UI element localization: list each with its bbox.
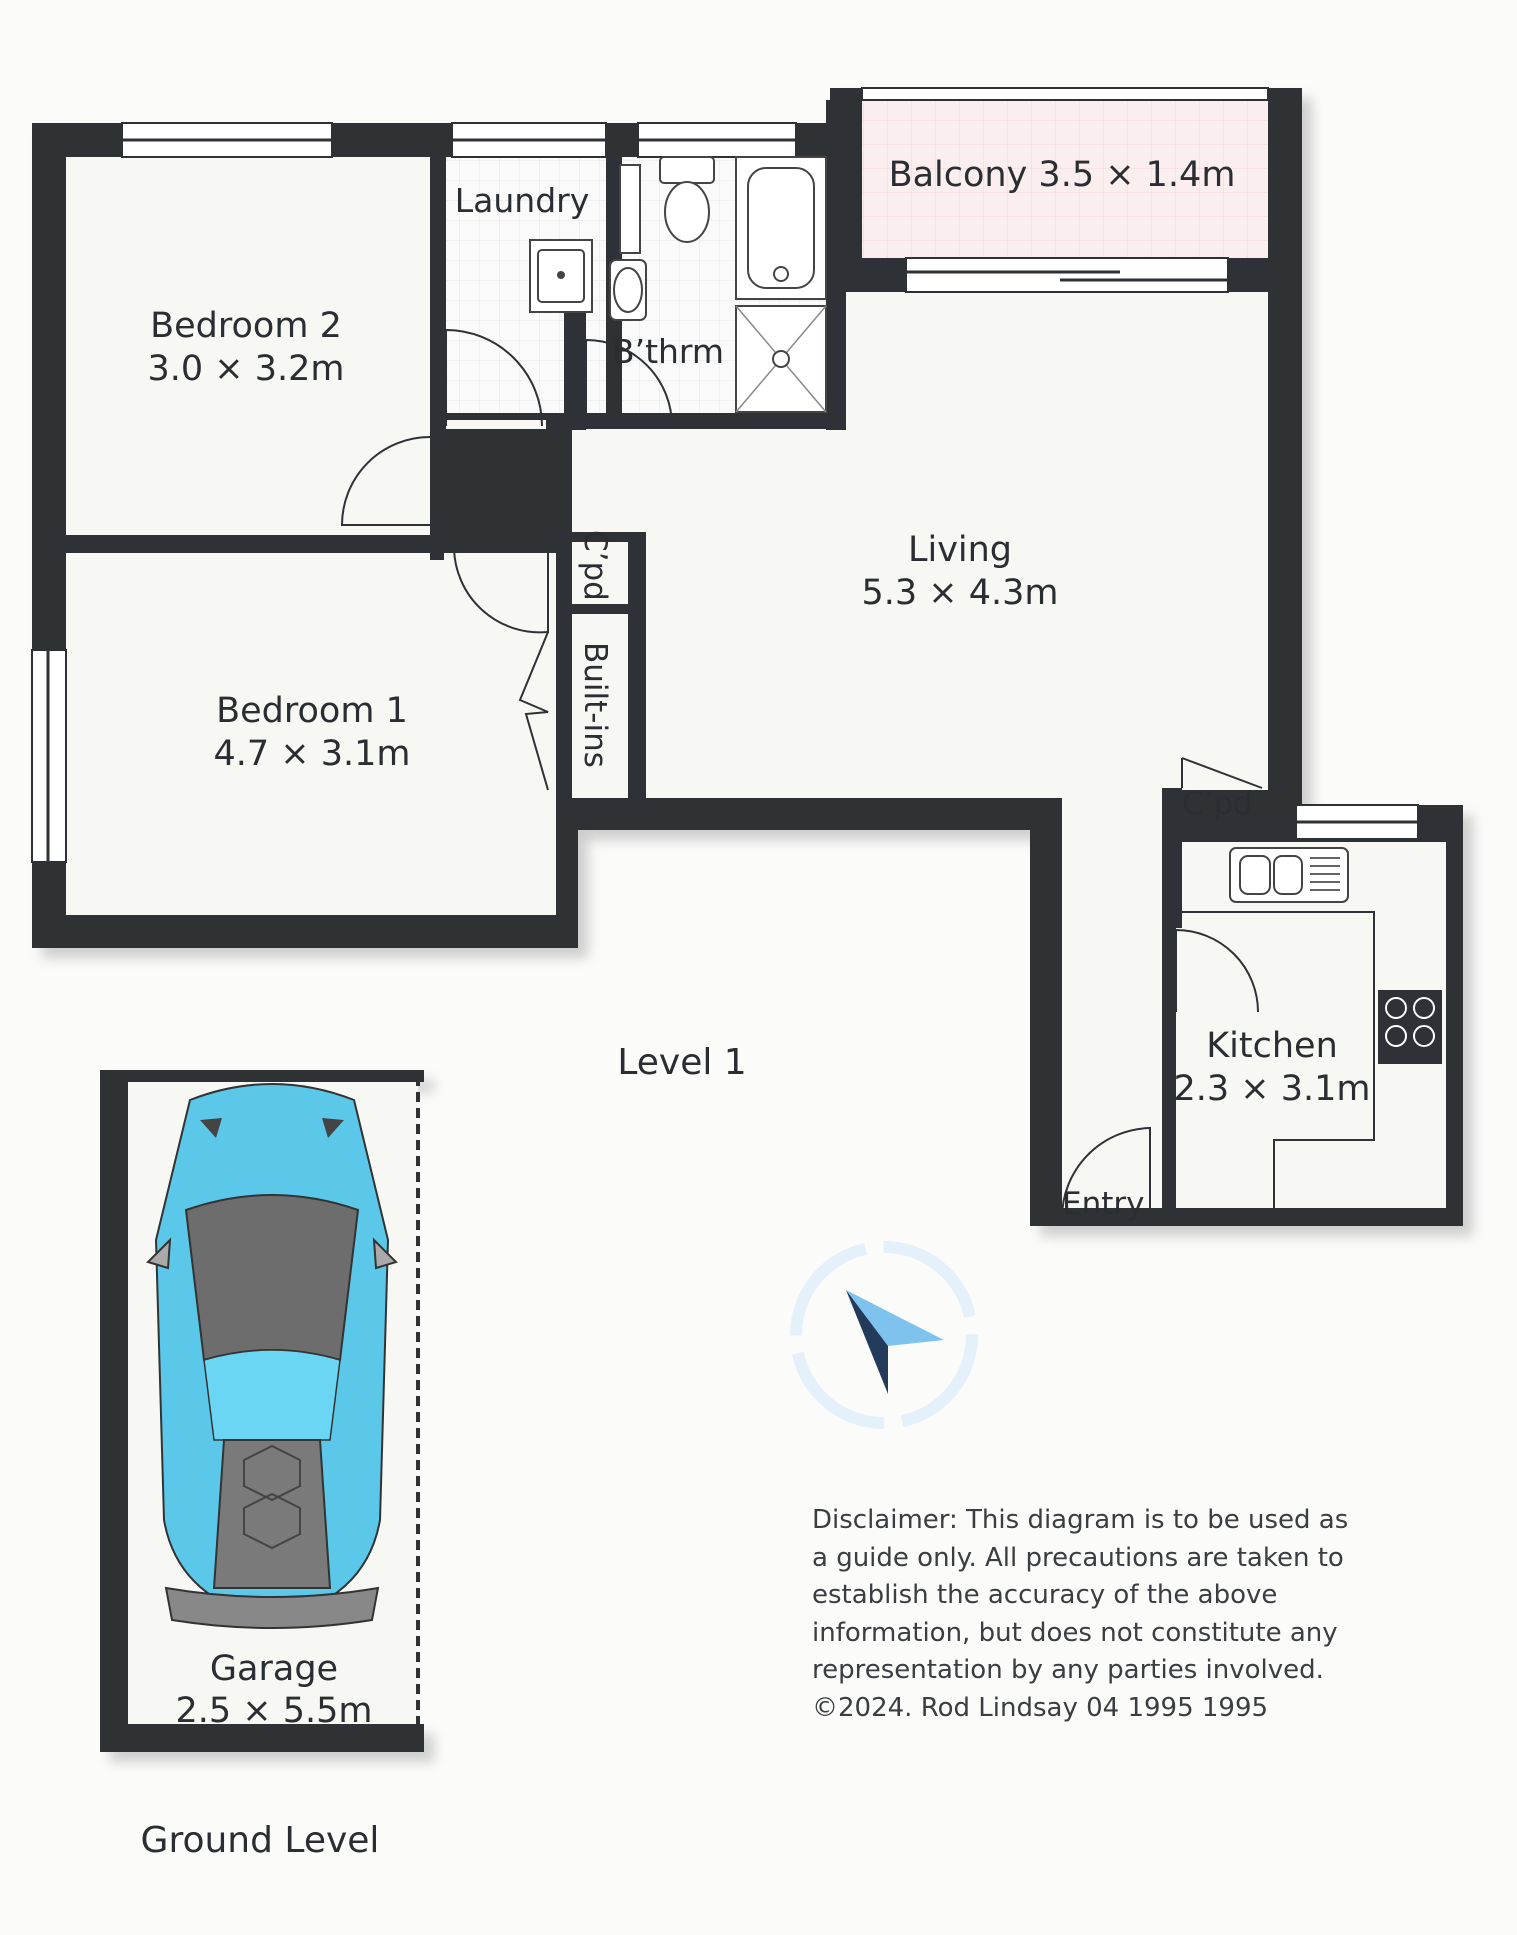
- toilet-bowl: [665, 182, 709, 242]
- kitchen-name: Kitchen: [1206, 1026, 1338, 1066]
- disclaimer-line: establish the accuracy of the above: [812, 1580, 1278, 1610]
- kitchen-size: 2.3 × 3.1m: [1173, 1069, 1371, 1109]
- disclaimer-line: representation by any parties involved.: [812, 1655, 1324, 1685]
- cupboard-label-hall: C’pd: [577, 530, 613, 601]
- bedroom-1-name: Bedroom 1: [216, 691, 408, 731]
- garage-name: Garage: [209, 1649, 339, 1689]
- shelf: [620, 165, 640, 253]
- disclaimer-line: information, but does not constitute any: [812, 1617, 1338, 1648]
- disclaimer: [812, 1502, 1372, 1727]
- bedroom-1-size: 4.7 × 3.1m: [213, 734, 411, 774]
- toilet-cistern: [660, 157, 714, 183]
- cupboard-label-kitchen: C’pd: [1182, 786, 1253, 822]
- entry-label: Entry: [1062, 1186, 1145, 1222]
- disclaimer-line: a guide only. All precautions are taken to: [812, 1542, 1344, 1573]
- sliding-door: [906, 258, 1228, 292]
- north-arrow-icon: [796, 1247, 972, 1423]
- car-icon: [148, 1084, 396, 1628]
- laundry-label: Laundry: [454, 181, 590, 220]
- disclaimer-line: Disclaimer: This diagram is to be used as: [812, 1505, 1349, 1535]
- level-1-label: Level 1: [617, 1042, 747, 1083]
- bedroom-2-size: 3.0 × 3.2m: [147, 349, 345, 389]
- built-ins-label: Built-ins: [577, 642, 613, 768]
- balcony-label: Balcony 3.5 × 1.4m: [888, 155, 1236, 195]
- disclaimer-line: ©2024. Rod Lindsay 04 1995 1995: [812, 1692, 1269, 1723]
- garage-size: 2.5 × 5.5m: [175, 1691, 373, 1731]
- living-size: 5.3 × 4.3m: [861, 573, 1059, 613]
- bedroom-2-name: Bedroom 2: [150, 306, 342, 346]
- bedroom-2-floor: [66, 157, 430, 535]
- living-name: Living: [907, 530, 1013, 570]
- ground-level-label: Ground Level: [140, 1820, 380, 1861]
- window: [862, 88, 1268, 100]
- bathroom-label: B’thrm: [611, 332, 725, 371]
